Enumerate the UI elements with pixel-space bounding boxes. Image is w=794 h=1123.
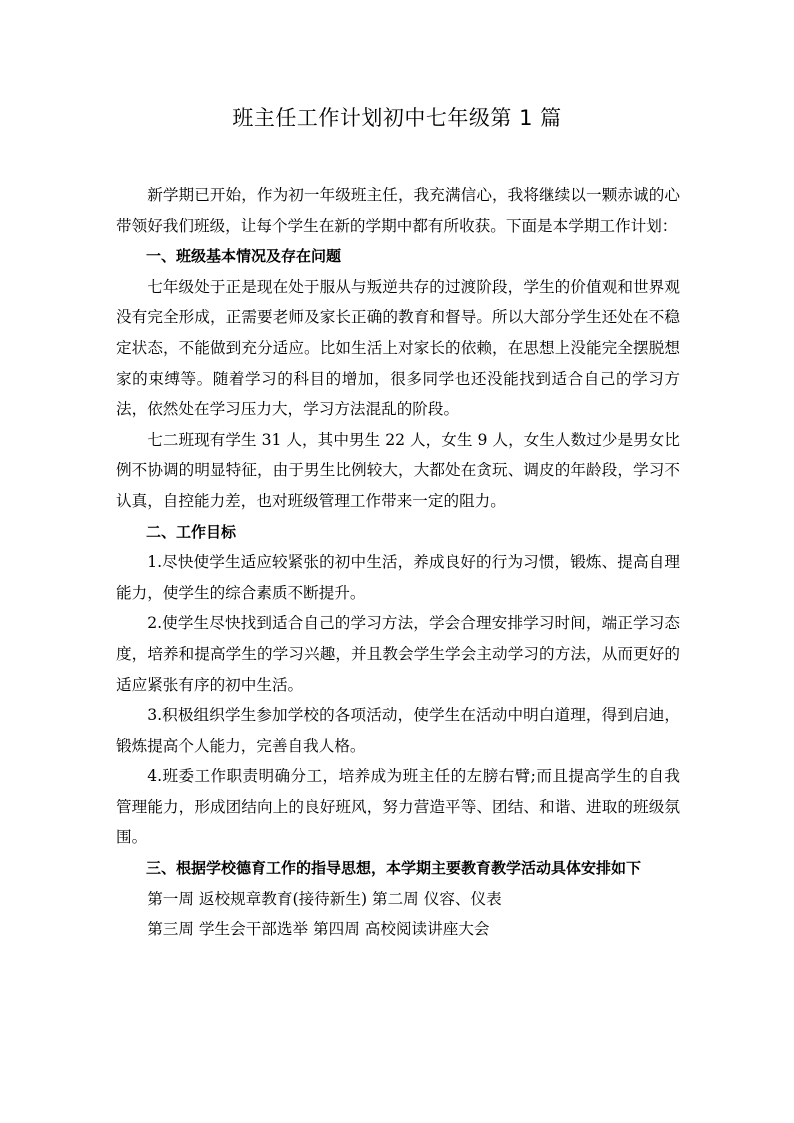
document-title: 班主任工作计划初中七年级第 1 篇 <box>232 106 562 130</box>
document-body <box>116 180 680 945</box>
section-heading: 二、工作目标 <box>146 522 237 541</box>
paragraph: 新学期已开始，作为初一年级班主任，我充满信心，我将继续以一颗赤诚的心带领好我们班级，让每个学生在新的学期中都有所收获。下面是本学期工作计划： <box>116 186 680 235</box>
section-heading: 三、根据学校德育工作的指导思想，本学期主要教育教学活动具体安排如下 <box>146 859 642 878</box>
paragraph: 第三周 学生会干部选举 第四周 高校阅读讲座大会 <box>147 920 490 939</box>
paragraph: 3.积极组织学生参加学校的各项活动，使学生在活动中明白道理，得到启迪，锻炼提高个人能力，完善自我人格。 <box>116 706 680 755</box>
paragraph: 七二班现有学生 31 人，其中男生 22 人，女生 9 人，女生人数过少是男女比例不协调的明显特征，由于男生比例较大，大都处在贪玩、调皮的年龄段，学习不认真，自控能力差，也对班级管理工作带来一定的阻力。 <box>116 430 680 510</box>
paragraph: 1.尽快使学生适应较紧张的初中生活，养成良好的行为习惯，锻炼、提高自理能力，使学生的综合素质不断提升。 <box>116 553 680 602</box>
section-heading: 一、班级基本情况及存在问题 <box>146 247 342 266</box>
paragraph: 七年级处于正是现在处于服从与叛逆共存的过渡阶段，学生的价值观和世界观没有完全形成，正需要老师及家长正确的教育和督导。所以大部分学生还处在不稳定状态，不能做到充分适应。比如生活上对家长的依赖，在思想上没能完全摆脱想家的束缚等。随着学习的科目的增加，很多同学也还没能找到适合自己的学习方法，依然处在学习压力大，学习方法混乱的阶段。 <box>116 277 680 419</box>
paragraph: 2.使学生尽快找到适合自己的学习方法，学会合理安排学习时间，端正学习态度，培养和提高学生的学习兴趣，并且教会学生学会主动学习的方法，从而更好的适应紧张有序的初中生活。 <box>116 614 680 694</box>
paragraph: 4.班委工作职责明确分工，培养成为班主任的左膀右臂;而且提高学生的自我管理能力，形成团结向上的良好班风，努力营造平等、团结、和谐、进取的班级氛围。 <box>116 767 680 847</box>
paragraph: 第一周 返校规章教育(接待新生) 第二周 仪容、仪表 <box>147 889 502 908</box>
